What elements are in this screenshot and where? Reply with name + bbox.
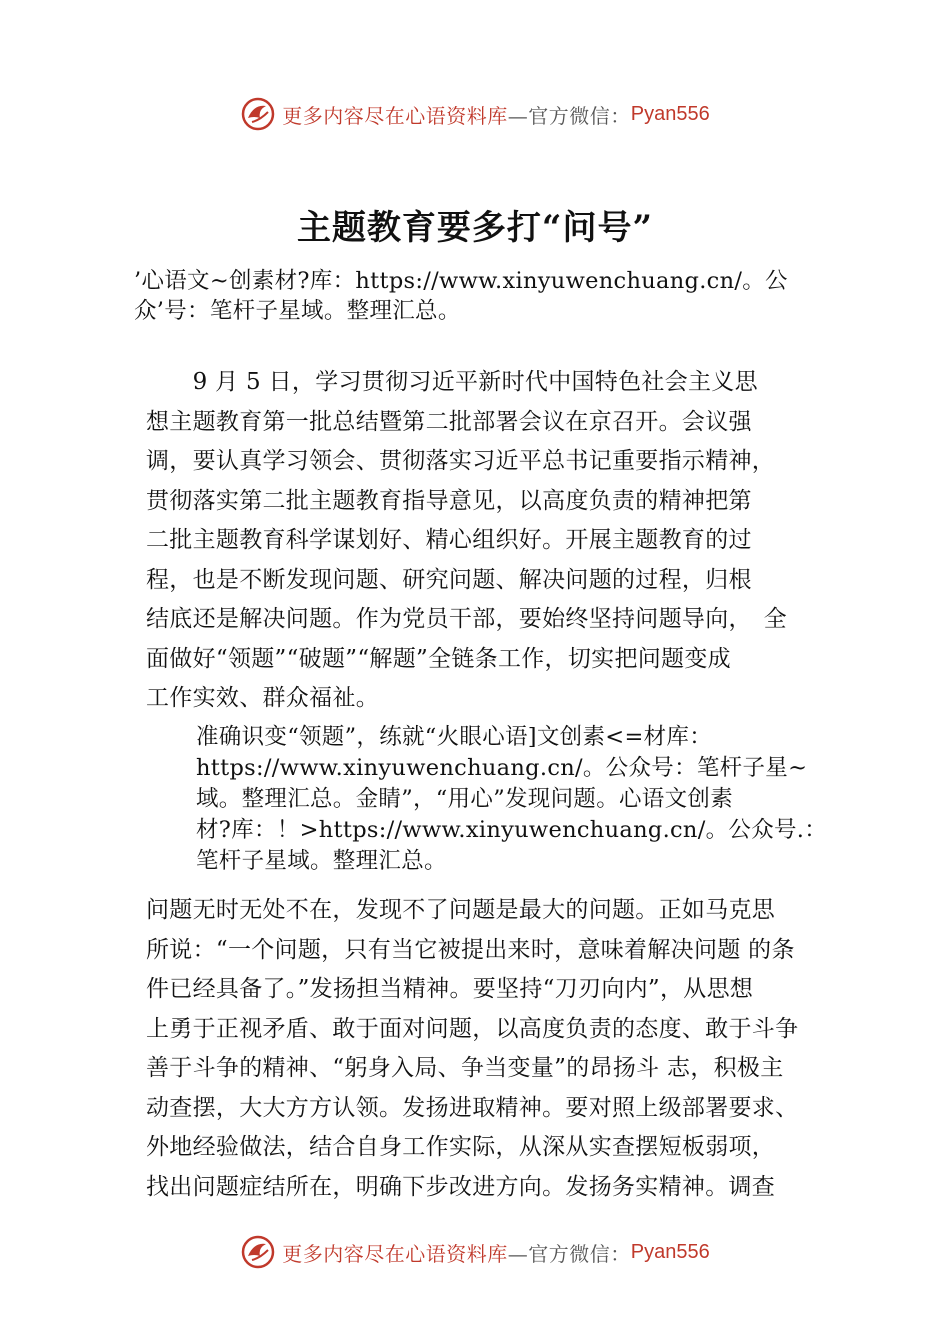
paragraph-3 bbox=[146, 891, 798, 1207]
banner-wechat-id: Pyan556 bbox=[630, 102, 710, 125]
paragraph-line: 件已经具备了。”发扬担当精神。要坚持“刀刃向内”，从思想 bbox=[146, 976, 754, 1002]
banner-text-red: 更多内容尽在心语资料库 bbox=[282, 103, 508, 128]
paragraph-line: 问题无时无处不在，发现不了问题是最大的问题。正如马克思 bbox=[146, 897, 776, 923]
page-title: 主题教育要多打“问号” bbox=[296, 208, 654, 248]
banner-wechat-id: Pyan556 bbox=[630, 1240, 710, 1263]
paragraph-line: 动查摆，大大方方认领。发扬进取精神。要对照上级部署要求、 bbox=[146, 1094, 799, 1121]
swirl-logo-icon bbox=[240, 96, 276, 132]
banner-text-gray: —官方微信： bbox=[507, 103, 631, 128]
paragraph-line: 结底还是解决问题。作为党员干部，要始终坚持问题导向， 全 bbox=[146, 606, 787, 632]
paragraph-line: 材?库：！>https://www.xinyuwenchuang.cn/。公众号.： bbox=[196, 817, 828, 843]
footer-banner bbox=[0, 1232, 950, 1272]
source-note-line: ’心语文~创素材?库：https://www.xinyuwenchuang.cn/。公 bbox=[134, 268, 788, 294]
paragraph-line: 二批主题教育科学谋划好、精心组织好。开展主题教育的过 bbox=[146, 527, 752, 553]
paragraph-line: 善于斗争的精神、“躬身入局、争当变量”的昂扬斗 志，积极主 bbox=[146, 1055, 784, 1081]
paragraph-line: 找出问题症结所在，明确下步改进方向。发扬务实精神。调查 bbox=[146, 1173, 776, 1200]
paragraph-line: 上勇于正视矛盾、敢于面对问题，以高度负责的态度、敢于斗争 bbox=[146, 1015, 799, 1042]
paragraph-line: 程，也是不断发现问题、研究问题、解决问题的过程，归根 bbox=[146, 566, 752, 593]
paragraph-line: 准确识变“领题”，练就“火眼心语]文创素<=材库： bbox=[196, 724, 712, 750]
header-banner bbox=[0, 94, 950, 134]
paragraph-line: 所说：“一个问题，只有当它被提出来时，意味着解决问题 的条 bbox=[146, 936, 795, 963]
paragraph-line: 贯彻落实第二批主题教育指导意见，以高度负责的精神把第 bbox=[146, 487, 752, 514]
paragraph-line: https://www.xinyuwenchuang.cn/。公众号：笔杆子星~ bbox=[196, 755, 808, 781]
source-note bbox=[134, 266, 788, 326]
paragraph-line: 9 月 5 日，学习贯彻习近平新时代中国特色社会主义思 bbox=[146, 369, 758, 395]
paragraph-line: 域。整理汇总。金睛”，“用心”发现问题。心语文创素 bbox=[196, 786, 734, 812]
swirl-logo-icon bbox=[240, 1234, 276, 1270]
paragraph-line: 笔杆子星域。整理汇总。 bbox=[196, 848, 447, 874]
paragraph-line: 想主题教育第一批总结暨第二批部署会议在京召开。会议强 bbox=[146, 408, 752, 435]
paragraph-line: 外地经验做法，结合自身工作实际，从深从实查摆短板弱项， bbox=[146, 1134, 776, 1160]
paragraph-line: 调，要认真学习领会、贯彻落实习近平总书记重要指示精神， bbox=[146, 448, 776, 474]
source-note-line: 众’号：笔杆子星域。整理汇总。 bbox=[134, 298, 461, 324]
paragraph-1 bbox=[146, 363, 787, 719]
paragraph-line: 面做好“领题”“破题”“解题”全链条工作，切实把问题变成 bbox=[146, 645, 731, 672]
banner-text-gray: —官方微信： bbox=[507, 1241, 631, 1266]
banner-text-red: 更多内容尽在心语资料库 bbox=[282, 1241, 508, 1266]
paragraph-2 bbox=[196, 722, 827, 877]
paragraph-line: 工作实效、群众福祉。 bbox=[146, 685, 379, 711]
